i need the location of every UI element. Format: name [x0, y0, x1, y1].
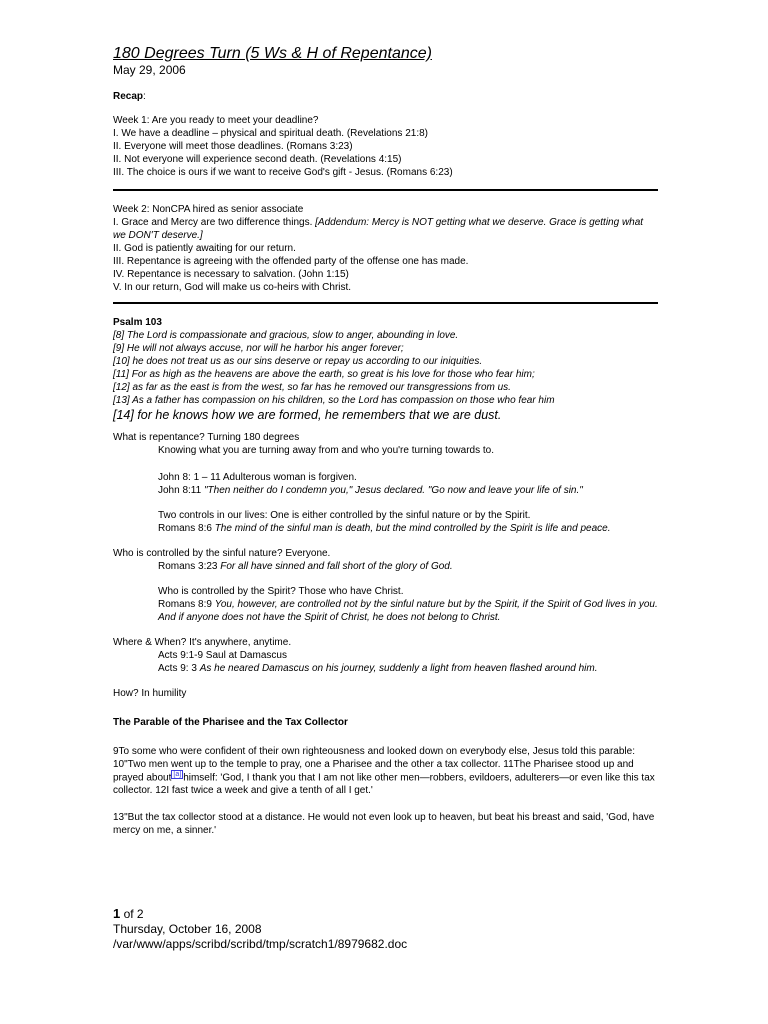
how-question: How? In humility [113, 688, 187, 699]
document-date: May 29, 2006 [113, 63, 186, 77]
document-page [113, 44, 658, 837]
week2-line-grace: I. Grace and Mercy are two difference things. [Addendum: Mercy is NOT getting what we deserve. Grace is getting what we DON'T deserve.] [113, 217, 644, 241]
parable-heading: The Parable of the Pharisee and the Tax Collector [113, 717, 348, 728]
week2-title: Week 2: NonCPA hired as senior associate [113, 204, 304, 215]
file-path: /var/www/apps/scribd/scribd/tmp/scratch1/8979682.doc [113, 937, 408, 951]
psalm-verse: [10] he does not treat us as our sins deserve or repay us according to our iniquities. [113, 356, 483, 367]
where-question: Where & When? It's anywhere, anytime. [113, 637, 292, 648]
week2-line: II. God is patiently awaiting for our return. [113, 243, 296, 254]
acts-9-3: Acts 9: 3 As he neared Damascus on his journey, suddenly a light from heaven flashed around him. [158, 663, 598, 674]
psalm-verse: [13] As a father has compassion on his children, so the Lord has compassion on those who fear him [113, 395, 555, 406]
john-reference: John 8: 1 – 11 Adulterous woman is forgiven. [158, 472, 357, 483]
what-answer: Knowing what you are turning away from and who you're turning towards to. [158, 445, 494, 456]
parable-paragraph-2: 13"But the tax collector stood at a distance. He would not even look up to heaven, but beat his breast and said, 'God, have mercy on me, a sinner.' [113, 812, 655, 837]
two-controls: Two controls in our lives: One is either controlled by the sinful nature or by the Spirit. [158, 510, 531, 521]
page-number: 1 of 2 [113, 906, 144, 921]
john-quote: John 8:11 "Then neither do I condemn you," Jesus declared. "Go now and leave your life of sin." [158, 485, 583, 496]
week2-line: IV. Repentance is necessary to salvation. (John 1:15) [113, 269, 349, 280]
week2-line: V. In our return, God will make us co-heirs with Christ. [113, 282, 352, 293]
psalm-verse: [8] The Lord is compassionate and gracious, slow to anger, abounding in love. [113, 330, 459, 341]
what-question: What is repentance? Turning 180 degrees [113, 432, 300, 443]
parable-paragraph-1: 9To some who were confident of their own righteousness and looked down on everybody else, Jesus told this parable: 10"Two men went up to the temple to pray, one a Pharisee and the other a tax collector. 11The Pharisee stood up and prayed about [a] himself: 'God, I thank you that I am not like other men—robbers, evildoers, adulterers—or even like this tax collector. 12I fast twice a week and give a tenth of all I get.' [113, 746, 655, 797]
who-question-2: Who is controlled by the Spirit? Those who have Christ. [158, 586, 404, 597]
week1-line: II. Everyone will meet those deadlines. (Romans 3:23) [113, 141, 353, 152]
page-footer [113, 906, 407, 952]
week1-line: Week 1: Are you ready to meet your deadline? [113, 115, 319, 126]
week2-line: III. Repentance is agreeing with the offended party of the offense one has made. [113, 256, 469, 267]
romans-8-9: Romans 8:9 You, however, are controlled not by the sinful nature but by the Spirit, if the Spirit of God lives in you. And if anyone does not have the Spirit of Christ, he does not belong to Christ. [158, 599, 658, 623]
psalm-verse: [9] He will not always accuse, nor will he harbor his anger forever; [113, 343, 404, 354]
psalm-verse: [11] For as high as the heavens are above the earth, so great is his love for those who fear him; [113, 369, 535, 380]
week1-line: II. Not everyone will experience second death. (Revelations 4:15) [113, 154, 402, 165]
psalm-verse: [12] as far as the east is from the west, so far has he removed our transgressions from us. [113, 382, 511, 393]
week1-line: III. The choice is ours if we want to receive God's gift - Jesus. (Romans 6:23) [113, 167, 453, 178]
addendum-note: [Addendum: Mercy is NOT getting what we deserve. Grace is getting what we DON'T deserve.] [113, 217, 644, 241]
romans-8-6: Romans 8:6 The mind of the sinful man is death, but the mind controlled by the Spirit is life and peace. [158, 523, 611, 534]
who-question-1: Who is controlled by the sinful nature? Everyone. [113, 548, 331, 559]
document-title: 180 Degrees Turn (5 Ws & H of Repentance) [113, 45, 432, 62]
romans-3-23: Romans 3:23 For all have sinned and fall short of the glory of God. [158, 561, 453, 572]
print-date: Thursday, October 16, 2008 [113, 922, 262, 936]
week1-line: I. We have a deadline – physical and spiritual death. (Revelations 21:8) [113, 128, 429, 139]
footnote-link[interactable]: [a] [173, 771, 182, 778]
recap-heading: Recap: [113, 91, 146, 102]
acts-reference: Acts 9:1-9 Saul at Damascus [158, 650, 287, 661]
psalm-verse-last: [14] for he knows how we are formed, he remembers that we are dust. [113, 408, 502, 422]
psalm-heading: Psalm 103 [113, 317, 162, 328]
